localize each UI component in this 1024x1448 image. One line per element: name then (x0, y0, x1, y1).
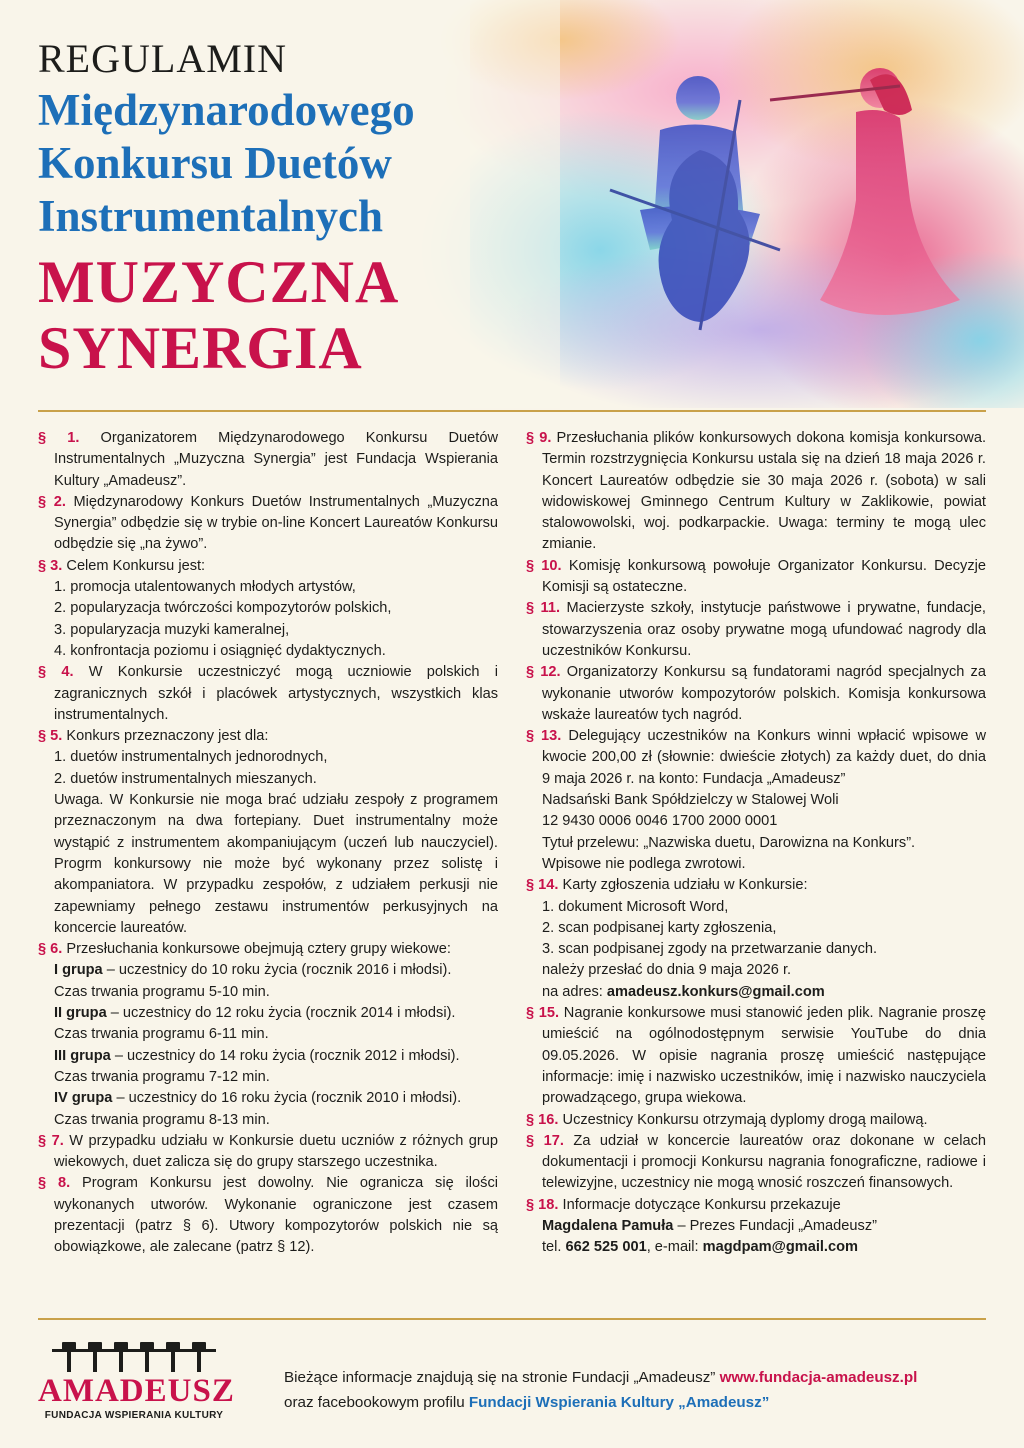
contact-email-link[interactable]: magdpam@gmail.com (702, 1239, 858, 1256)
age-group-time: Czas trwania programu 5-10 min. (54, 983, 270, 1000)
paragraph-text: Uczestnicy Konkursu otrzymają dyplomy drogą mailową. (562, 1111, 928, 1128)
paragraph-13 (526, 726, 986, 875)
title-line-1: Międzynarodowego (38, 85, 415, 135)
transfer-title: Tytuł przelewu: „Nazwiska duetu, Darowizna na Konkurs”. (542, 834, 916, 851)
title-regulamin: REGULAMIN (38, 36, 287, 81)
paragraph-11 (526, 598, 986, 662)
paragraph-number: § 5. (38, 728, 63, 745)
fee-nonrefundable: Wpisowe nie podlega zwrotowi. (542, 855, 746, 872)
paragraph-number: § 12. (526, 664, 561, 681)
paragraph-3 (38, 556, 498, 662)
paragraph-16 (526, 1110, 986, 1131)
list-item: 1. promocja utalentowanych młodych artystów, (54, 579, 356, 596)
age-group-desc: – uczestnicy do 10 roku życia (rocznik 2016 i młodsi). (106, 962, 452, 979)
paragraph-17 (526, 1131, 986, 1195)
rules-left-column (38, 428, 498, 1259)
paragraph-text: Za udział w koncercie laureatów oraz dokonane w celach dokumentacji i promocji Konkursu nagrania fonograficzne, radiowe i telewizyjne, uczestnicy nie mogą wnosić roszczeń finansowych. (542, 1132, 986, 1192)
paragraph-text: Informacje dotyczące Konkursu przekazuje (562, 1196, 841, 1213)
paragraph-14 (526, 875, 986, 1003)
contest-name-line-1: MUZYCZNA (38, 249, 400, 315)
age-group (54, 1046, 498, 1067)
paragraph-number: § 3. (38, 557, 63, 574)
contact-name: Magdalena Pamuła (542, 1217, 674, 1234)
piano-hammers-icon (38, 1340, 230, 1374)
email-address-line (542, 982, 986, 1003)
footer-info-text: Bieżące informacje znajdują się na stronie Fundacji „Amadeusz” (284, 1369, 720, 1386)
age-group-name: I grupa (54, 962, 103, 979)
contest-name-line-2: SYNERGIA (38, 315, 363, 381)
list-item: 2. scan podpisanej karty zgłoszenia, (542, 919, 777, 936)
list-item: 1. dokument Microsoft Word, (542, 898, 729, 915)
paragraph-text: Komisję konkursową powołuje Organizator Konkursu. Decyzje Komisji są ostateczne. (542, 557, 987, 596)
paragraph-number: § 8. (38, 1175, 71, 1192)
paragraph-number: § 15. (526, 1005, 560, 1022)
address-label: na adres: (542, 983, 607, 1000)
paragraph-text: Nagranie konkursowe musi stanowić jeden plik. Nagranie proszę umieścić na ogólnodostępnym serwisie YouTube do dnia 09.05.2026. W opisie nagrania proszę umieścić następujące informacje: imię i nazwisko uczestników, imię i nazwisko nauczyciela prowadzącego, grupa wiekowa. (542, 1005, 986, 1107)
paragraph-text: W Konkursie uczestniczyć mogą uczniowie polskich i zagranicznych szkół i placówek artystycznych, wszystkich klas instrumentalnych. (54, 664, 498, 723)
rules-right-column (526, 428, 986, 1259)
list-item: 2. popularyzacja twórczości kompozytorów polskich, (54, 600, 392, 617)
list-item: 2. duetów instrumentalnych mieszanych. (54, 770, 317, 787)
age-group-time: Czas trwania programu 7-12 min. (54, 1068, 270, 1085)
age-group-time: Czas trwania programu 8-13 min. (54, 1111, 270, 1128)
paragraph-number: § 1. (38, 430, 80, 446)
paragraph-12 (526, 662, 986, 726)
title-line-3: Instrumentalnych (38, 191, 384, 241)
age-group-desc: – uczestnicy do 12 roku życia (rocznik 2014 i młodsi). (110, 1005, 456, 1022)
paragraph-15 (526, 1003, 986, 1109)
tel-label: tel. (542, 1239, 566, 1256)
paragraph-6 (38, 939, 498, 1131)
paragraph-10 (526, 556, 986, 599)
age-group-time: Czas trwania programu 6-11 min. (54, 1026, 269, 1043)
paragraph-number: § 16. (526, 1111, 559, 1128)
paragraph-1 (38, 428, 498, 492)
paragraph-text: Program Konkursu jest dowolny. Nie ogranicza się ilości wykonanych utworów. Wykonanie ograniczone jest czasem prezentacji (patrz § 6). Utwory kompozytorów polskich nie są obowiązkowe, ale zalecane (patrz § 12). (54, 1175, 498, 1256)
paragraph-number: § 2. (38, 493, 66, 510)
contact-details (542, 1237, 986, 1258)
paragraph-text: Karty zgłoszenia udziału w Konkursie: (562, 877, 808, 894)
paragraph-number: § 13. (526, 728, 562, 745)
paragraph-text: Konkurs przeznaczony jest dla: (66, 728, 269, 745)
contact-phone[interactable]: 662 525 001 (565, 1239, 647, 1256)
paragraph-number: § 6. (38, 941, 63, 958)
paragraph-number: § 11. (526, 600, 561, 617)
logo-subtitle: FUNDACJA WSPIERANIA KULTURY (44, 1410, 224, 1421)
age-group (54, 1003, 498, 1024)
list-item: 1. duetów instrumentalnych jednorodnych, (54, 749, 328, 766)
bottom-divider (38, 1318, 986, 1320)
paragraph-text: Międzynarodowy Konkurs Duetów Instrumentalnych „Muzyczna Synergia” odbędzie się w trybie on-line Koncert Laureatów Konkursu odbędzie się „na żywo”. (54, 493, 499, 553)
paragraph-text: Delegujący uczestników na Konkurs winni wpłacić wpisowe w kwocie 200,00 zł (słownie: dwieście złotych) za każdy duet, do dnia 9 maja 2026 r. na konto: Fundacja „Amadeusz” (542, 728, 986, 787)
footer-profile-text: oraz facebookowym profilu (284, 1394, 469, 1411)
paragraph-5 (38, 726, 498, 939)
paragraph-note: Uwaga. W Konkursie nie moga brać udziału zespoły z programem przeznaczonym na dwa fortepiany. Duet instrumentalny może wystąpić z instrumentem akompaniującym (uczeń lub nauczyciel). Progrm konkursowy nie może być wykonany przez solistę i akompaniatora. W przypadku zespołów, z udziałem perkusji nie zapewniamy pełnego zestawu instrumentów perkusyjnych na koncercie laureatów. (54, 792, 498, 936)
paragraph-text: Przesłuchania konkursowe obejmują cztery grupy wiekowe: (66, 941, 451, 958)
paragraph-7 (38, 1131, 498, 1174)
footer-line-2 (284, 1390, 917, 1415)
age-group-name: IV grupa (54, 1090, 113, 1107)
paragraph-number: § 4. (38, 664, 74, 681)
contact-person (542, 1216, 986, 1237)
paragraph-number: § 10. (526, 557, 562, 574)
list-item: 3. popularyzacja muzyki kameralnej, (54, 621, 290, 638)
paragraph-8 (38, 1173, 498, 1258)
title-line-2: Konkursu Duetów (38, 138, 392, 188)
paragraph-4 (38, 662, 498, 726)
paragraph-text: Organizatorzy Konkursu są fundatorami nagród specjalnych za wykonanie utworów kompozytorów polskich. Komisja konkursowa wskaże laureatów tych nagród. (542, 664, 986, 723)
age-group (54, 960, 498, 981)
bank-account-number: 12 9430 0006 0046 1700 2000 0001 (542, 813, 778, 830)
footer-info (284, 1365, 917, 1415)
title-block (38, 34, 415, 381)
paragraph-number: § 17. (526, 1132, 564, 1149)
facebook-profile-link[interactable]: Fundacji Wspierania Kultury „Amadeusz” (468, 1394, 770, 1411)
website-link[interactable]: www.fundacja-amadeusz.pl (719, 1369, 918, 1386)
amadeusz-logo (38, 1340, 235, 1421)
age-group-desc: – uczestnicy do 14 roku życia (rocznik 2012 i młodsi). (114, 1047, 460, 1064)
age-group-name: III grupa (54, 1047, 111, 1064)
paragraph-18 (526, 1195, 986, 1259)
paragraph-number: § 14. (526, 877, 559, 894)
paragraph-9 (526, 428, 986, 556)
paragraph-number: § 9. (526, 430, 552, 446)
paragraph-2 (38, 492, 498, 556)
paragraph-text: Organizatorem Międzynarodowego Konkursu Duetów Instrumentalnych „Muzyczna Synergia” jest Fundacja Wspierania Kultury „Amadeusz”. (54, 430, 499, 489)
age-group (54, 1088, 498, 1109)
bank-name: Nadsański Bank Spółdzielczy w Stalowej Woli (542, 792, 839, 809)
contact-role: – Prezes Fundacji „Amadeusz” (673, 1217, 877, 1234)
paragraph-text: Macierzyste szkoły, instytucje państwowe i prywatne, fundacje, stowarzyszenia oraz osoby prywatne mogą ufundować nagrody dla uczestników Konkursu. (542, 600, 986, 659)
paragraph-text: Celem Konkursu jest: (66, 557, 206, 574)
header (0, 0, 1024, 408)
list-item: 4. konfrontacja poziomu i osiągnięć dydaktycznych. (54, 642, 386, 659)
paragraph-number: § 7. (38, 1132, 64, 1149)
contest-email-link[interactable]: amadeusz.konkurs@gmail.com (606, 983, 825, 1000)
list-item: 3. scan podpisanej zgody na przetwarzanie danych. (542, 941, 878, 958)
top-divider (38, 410, 986, 412)
paragraph-number: § 18. (526, 1196, 559, 1213)
age-group-name: II grupa (54, 1005, 107, 1022)
logo-wordmark: AMADEUSZ (38, 1373, 235, 1409)
paragraph-text: Przesłuchania plików konkursowych dokona komisja konkursowa. Termin rozstrzygnięcia Konkursu ustala się na dzień 18 maja 2026 r. Koncert Laureatów odbędzie sie 30 maja 2026 r. (sobota) w sali widowiskowej Gminnego Centrum Kultury w Zaklikowie, powiat stalowowolski, woj. podkarpackie. Uwaga: terminy te mogą ulec zmianie. (542, 430, 987, 553)
email-label: , e-mail: (646, 1239, 703, 1256)
paragraph-text: W przypadku udziału w Konkursie duetu uczniów z różnych grup wiekowych, duet zalicza się do grupy starszego uczestnika. (54, 1132, 498, 1171)
send-deadline: należy przesłać do dnia 9 maja 2026 r. (542, 962, 792, 979)
age-group-desc: – uczestnicy do 16 roku życia (rocznik 2010 i młodsi). (116, 1090, 462, 1107)
footer-line-1 (284, 1365, 917, 1390)
